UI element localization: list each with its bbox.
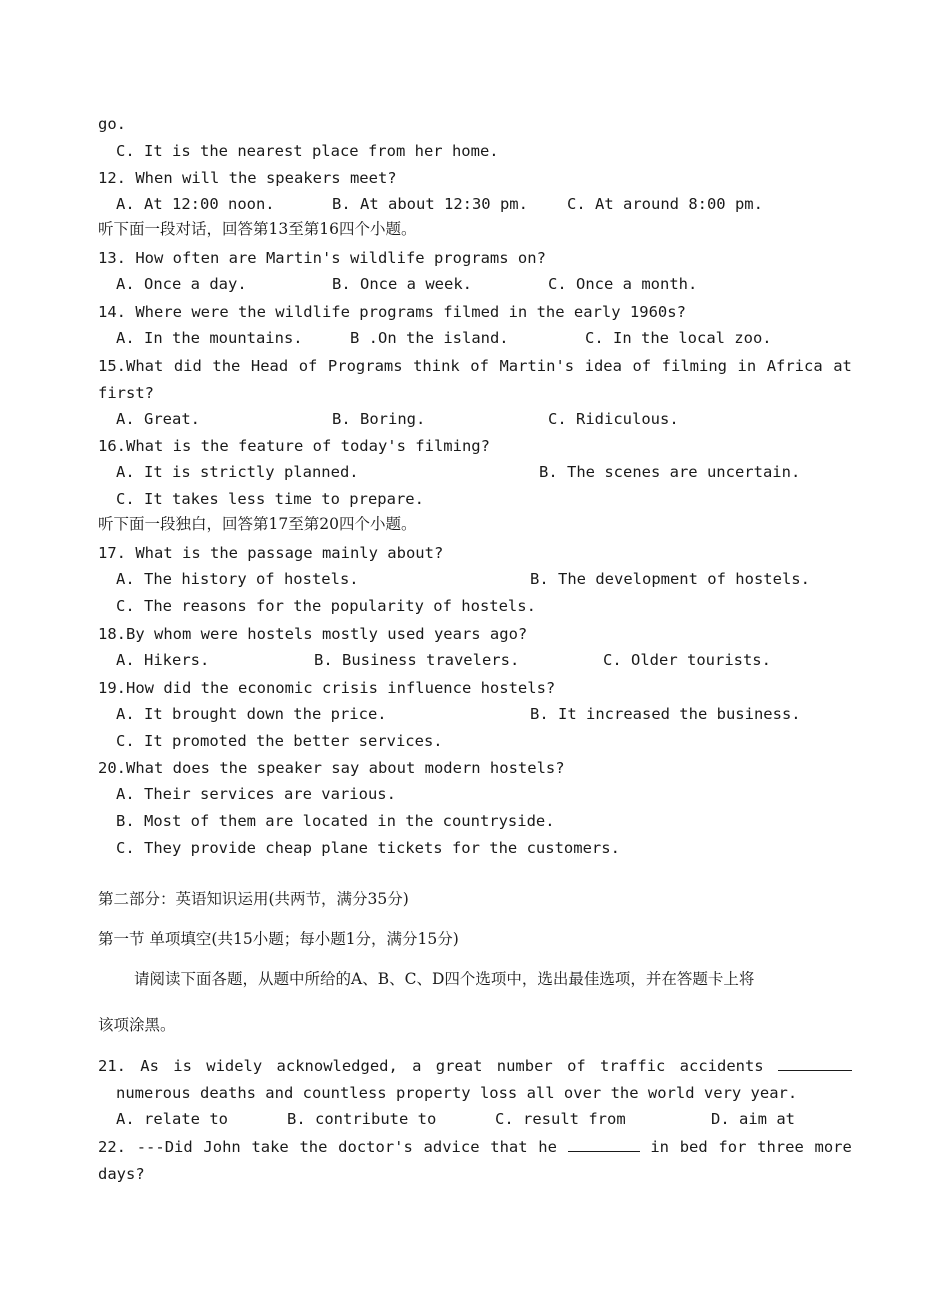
word: is	[173, 1057, 192, 1075]
option-a: A. relate to	[116, 1110, 228, 1128]
option-c: C. It takes less time to prepare.	[116, 490, 424, 508]
word: of	[567, 1057, 586, 1075]
option-b: B. It increased the business.	[530, 705, 801, 723]
answer-blank	[778, 1056, 852, 1071]
option-a: A. In the mountains.	[116, 329, 303, 347]
option-a: A. Their services are various.	[116, 785, 396, 803]
question-12: 12. When will the speakers meet?	[98, 169, 397, 187]
option-a: A. At 12:00 noon.	[116, 195, 275, 213]
question-17: 17. What is the passage mainly about?	[98, 544, 444, 562]
option-c: C. result from	[495, 1110, 626, 1128]
instructions-paragraph-cont: 该项涂黑。	[98, 1016, 176, 1034]
word: number	[496, 1057, 553, 1075]
option-line: C. It is the nearest place from her home.	[116, 142, 499, 160]
word: doctor's	[338, 1138, 413, 1156]
word: John	[203, 1138, 241, 1156]
question-14: 14. Where were the wildlife programs filmed in the early 1960s?	[98, 303, 686, 321]
word: 21.	[98, 1057, 126, 1075]
question-20: 20.What does the speaker say about modern hostels?	[98, 759, 565, 777]
option-b: B. The scenes are uncertain.	[539, 463, 801, 481]
word: bed	[679, 1138, 708, 1156]
option-b: B. At about 12:30 pm.	[332, 195, 528, 213]
option-b: B. contribute to	[287, 1110, 437, 1128]
word: a	[412, 1057, 422, 1075]
text-line: first?	[98, 384, 154, 402]
listening-instruction: 听下面一段对话，回答第13至第16四个小题。	[98, 220, 417, 238]
word: advice	[423, 1138, 480, 1156]
question-19: 19.How did the economic crisis influence hostels?	[98, 679, 556, 697]
word: filming	[661, 357, 727, 375]
instructions-paragraph: 请阅读下面各题，从题中所给的A、B、C、D四个选项中，选出最佳选项，并在答题卡上将	[134, 970, 755, 988]
question-15	[98, 356, 852, 376]
word: great	[435, 1057, 483, 1075]
word: for	[718, 1138, 747, 1156]
option-c: C. The reasons for the popularity of hostels.	[116, 597, 536, 615]
word: As	[140, 1057, 159, 1075]
word: in	[650, 1138, 670, 1156]
word: accidents	[679, 1057, 764, 1075]
option-c: C. It promoted the better services.	[116, 732, 443, 750]
word: ---Did	[136, 1138, 193, 1156]
listening-instruction: 听下面一段独白，回答第17至第20四个小题。	[98, 515, 417, 533]
option-d: D. aim at	[711, 1110, 795, 1128]
word: the	[299, 1138, 328, 1156]
part-heading: 第二部分：英语知识运用(共两节，满分35分)	[98, 890, 409, 908]
question-22	[98, 1137, 852, 1157]
option-b: B. The development of hostels.	[530, 570, 810, 588]
word: Africa	[766, 357, 823, 375]
option-b: B. Once a week.	[332, 275, 472, 293]
option-a: A. It brought down the price.	[116, 705, 387, 723]
option-a: A. It is strictly planned.	[116, 463, 359, 481]
question-21	[98, 1056, 852, 1076]
text-line: days?	[98, 1165, 145, 1183]
option-b: B .On the island.	[350, 329, 509, 347]
option-c: C. Once a month.	[548, 275, 698, 293]
word: three	[757, 1138, 804, 1156]
option-a: A. Great.	[116, 410, 200, 428]
word: Martin's	[499, 357, 575, 375]
word: of	[470, 357, 489, 375]
question-13: 13. How often are Martin's wildlife programs on?	[98, 249, 546, 267]
answer-blank	[568, 1137, 640, 1152]
word: Programs	[327, 357, 403, 375]
word: 15.What	[98, 357, 164, 375]
option-a: A. The history of hostels.	[116, 570, 359, 588]
section-heading: 第一节 单项填空(共15小题；每小题1分，满分15分)	[98, 930, 459, 948]
word: take	[251, 1138, 289, 1156]
option-c: C. At around 8:00 pm.	[567, 195, 763, 213]
option-b: B. Boring.	[332, 410, 426, 428]
word: in	[737, 357, 757, 375]
word: that	[490, 1138, 528, 1156]
word: the	[212, 357, 241, 375]
word: Head	[250, 357, 289, 375]
option-b: B. Business travelers.	[314, 651, 520, 669]
option-c: C. In the local zoo.	[585, 329, 772, 347]
word: did	[173, 357, 202, 375]
word: idea	[584, 357, 622, 375]
question-18: 18.By whom were hostels mostly used years ago?	[98, 625, 528, 643]
text-line: go.	[98, 115, 126, 133]
word: acknowledged,	[276, 1057, 398, 1075]
word: of	[632, 357, 652, 375]
word: more	[814, 1138, 852, 1156]
word: 22.	[98, 1138, 126, 1156]
word: widely	[206, 1057, 263, 1075]
option-b: B. Most of them are located in the countryside.	[116, 812, 555, 830]
word: of	[298, 357, 318, 375]
word: traffic	[600, 1057, 666, 1075]
option-c: C. They provide cheap plane tickets for the customers.	[116, 839, 620, 857]
option-a: A. Once a day.	[116, 275, 247, 293]
option-a: A. Hikers.	[116, 651, 210, 669]
option-c: C. Older tourists.	[603, 651, 771, 669]
question-16: 16.What is the feature of today's filming?	[98, 437, 490, 455]
text-line: numerous deaths and countless property loss all over the world very year.	[116, 1084, 798, 1102]
word: he	[538, 1138, 557, 1156]
word: think	[413, 357, 460, 375]
word: at	[833, 357, 852, 375]
option-c: C. Ridiculous.	[548, 410, 679, 428]
